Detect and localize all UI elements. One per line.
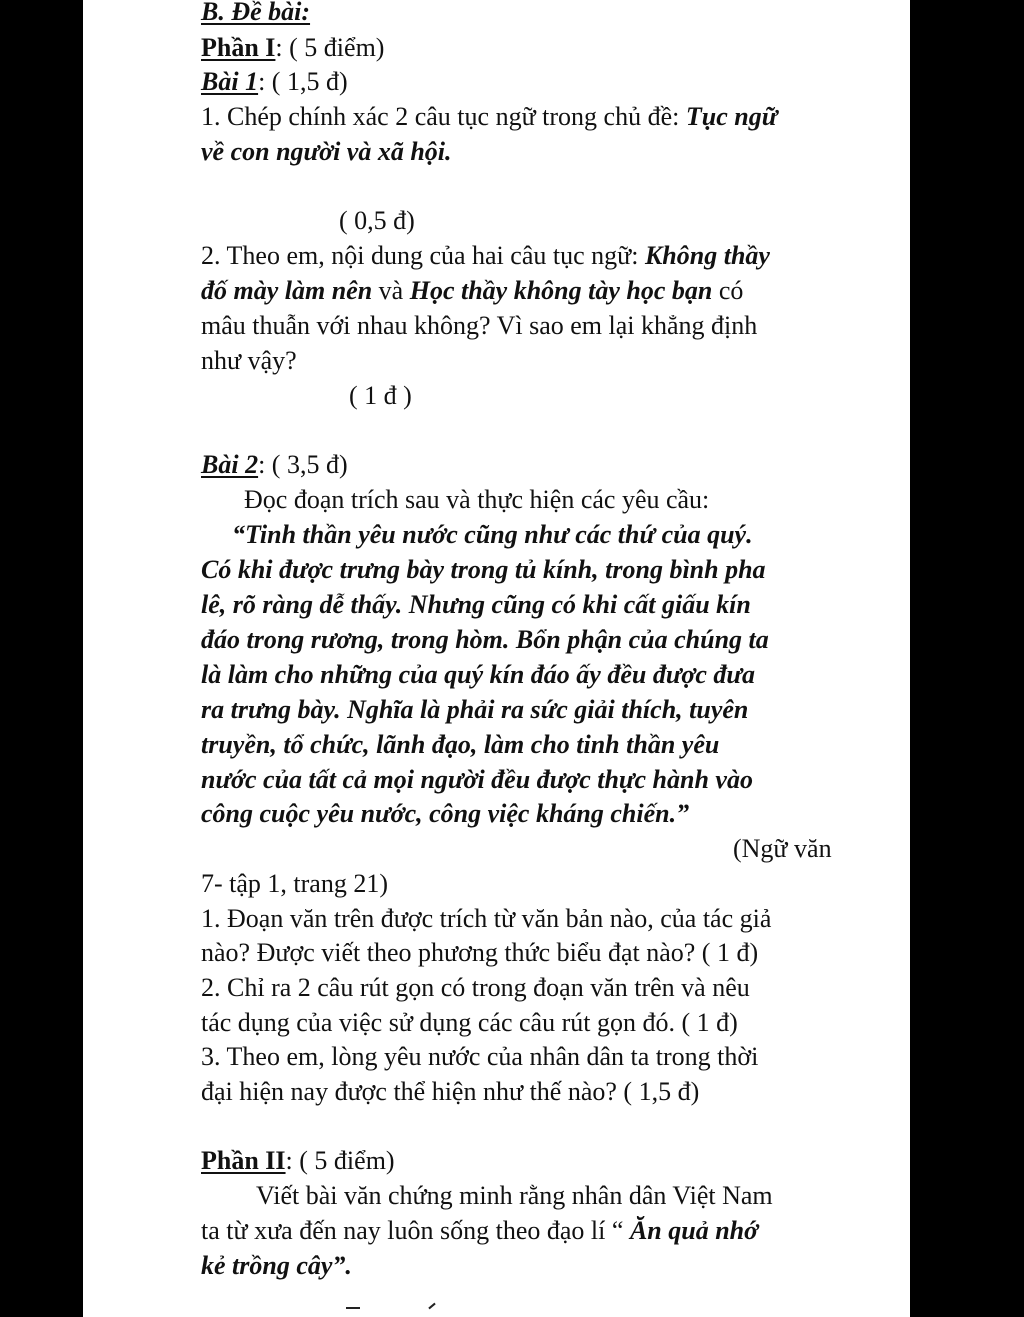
source-line1: (Ngữ văn	[733, 834, 832, 863]
part1-heading: Phần I	[201, 33, 276, 62]
exercise1-q2-line4: như vậy?	[201, 346, 297, 375]
exercise2-points: : ( 3,5 đ)	[258, 450, 348, 479]
passage-line: công cuộc yêu nước, công việc kháng chiến.”	[201, 799, 690, 828]
passage-line: nước của tất cả mọi người đều được thực hành vào	[201, 765, 753, 794]
part2-proverb-part1: Ăn quả nhớ	[629, 1216, 759, 1245]
passage-line: “Tinh thần yêu nước cũng như các thứ của quý.	[232, 520, 753, 549]
q2-proverb1-part2: đố mày làm nên	[201, 276, 373, 305]
part2-heading: Phần II	[201, 1146, 286, 1175]
passage-line: truyền, tổ chức, lãnh đạo, làm cho tinh thần yêu	[201, 730, 720, 759]
section-b-heading: B. Đề bài:	[201, 0, 311, 26]
q2-text: 2. Theo em, nội dung của hai câu tục ngữ:	[201, 241, 645, 270]
exercise1-q1-line1	[201, 99, 777, 134]
passage-line: lê, rõ ràng dễ thấy. Nhưng cũng có khi cất giấu kín	[201, 590, 751, 619]
document-page	[83, 0, 910, 1317]
part2-line2	[201, 1213, 758, 1248]
q2-tail: có	[712, 276, 744, 305]
part2-line3: kẻ trồng cây”.	[201, 1251, 352, 1280]
exercise2-question-line: 2. Chỉ ra 2 câu rút gọn có trong đoạn văn trên và nêu	[201, 973, 750, 1002]
part1-points: : ( 5 điểm)	[275, 33, 385, 62]
passage-line: ra trưng bày. Nghĩa là phải ra sức giải thích, tuyên	[201, 695, 749, 724]
exercise1-q2-line1	[201, 238, 770, 273]
exercise2-question-line: đại hiện nay được thể hiện như thế nào? ( 1,5 đ)	[201, 1077, 700, 1106]
exercise2-question-line: 3. Theo em, lòng yêu nước của nhân dân ta trong thời	[201, 1042, 759, 1071]
part2-line1: Viết bài văn chứng minh rằng nhân dân Việt Nam	[256, 1181, 773, 1210]
cut-off-text-marks	[336, 1303, 536, 1317]
exercise1-q2-line2	[201, 273, 743, 308]
part2-heading-line	[201, 1143, 395, 1178]
exercise2-heading: Bài 2	[201, 450, 259, 479]
passage-line: Có khi được trưng bày trong tủ kính, trong bình pha	[201, 555, 766, 584]
passage-line: là làm cho những của quý kín đáo ấy đều được đưa	[201, 660, 755, 689]
exercise2-instruction: Đọc đoạn trích sau và thực hiện các yêu cầu:	[244, 485, 710, 514]
exercise1-points: : ( 1,5 đ)	[258, 67, 348, 96]
exercise2-question-line: 1. Đoạn văn trên được trích từ văn bản nào, của tác giả	[201, 904, 772, 933]
part2-text: ta từ xưa đến nay luôn sống theo đạo lí “	[201, 1216, 630, 1245]
exercise2-heading-line	[201, 447, 348, 482]
part1-heading-line	[201, 30, 384, 65]
q2-proverb2: Học thầy không tày học bạn	[409, 276, 713, 305]
q2-conjunction: và	[372, 276, 410, 305]
exercise1-q2-points: ( 1 đ )	[349, 381, 412, 410]
q1-text: 1. Chép chính xác 2 câu tục ngữ trong chủ đề:	[201, 102, 686, 131]
exercise1-q1-points: ( 0,5 đ)	[339, 206, 415, 235]
exercise1-heading: Bài 1	[201, 67, 259, 96]
source-line2: 7- tập 1, trang 21)	[201, 869, 389, 898]
passage-line: đáo trong rương, trong hòm. Bổn phận của chúng ta	[201, 625, 769, 654]
exercise1-q2-line3: mâu thuẫn với nhau không? Vì sao em lại khẳng định	[201, 311, 758, 340]
q1-topic-emph: Tục ngữ	[685, 102, 778, 131]
exercise2-question-line: tác dụng của việc sử dụng các câu rút gọn đó. ( 1 đ)	[201, 1008, 738, 1037]
exercise1-q1-line2: về con người và xã hội.	[201, 137, 452, 166]
part2-points: : ( 5 điểm)	[285, 1146, 395, 1175]
exercise1-heading-line	[201, 64, 348, 99]
exercise2-question-line: nào? Được viết theo phương thức biểu đạt nào? ( 1 đ)	[201, 938, 759, 967]
q2-proverb1-part1: Không thầy	[644, 241, 770, 270]
